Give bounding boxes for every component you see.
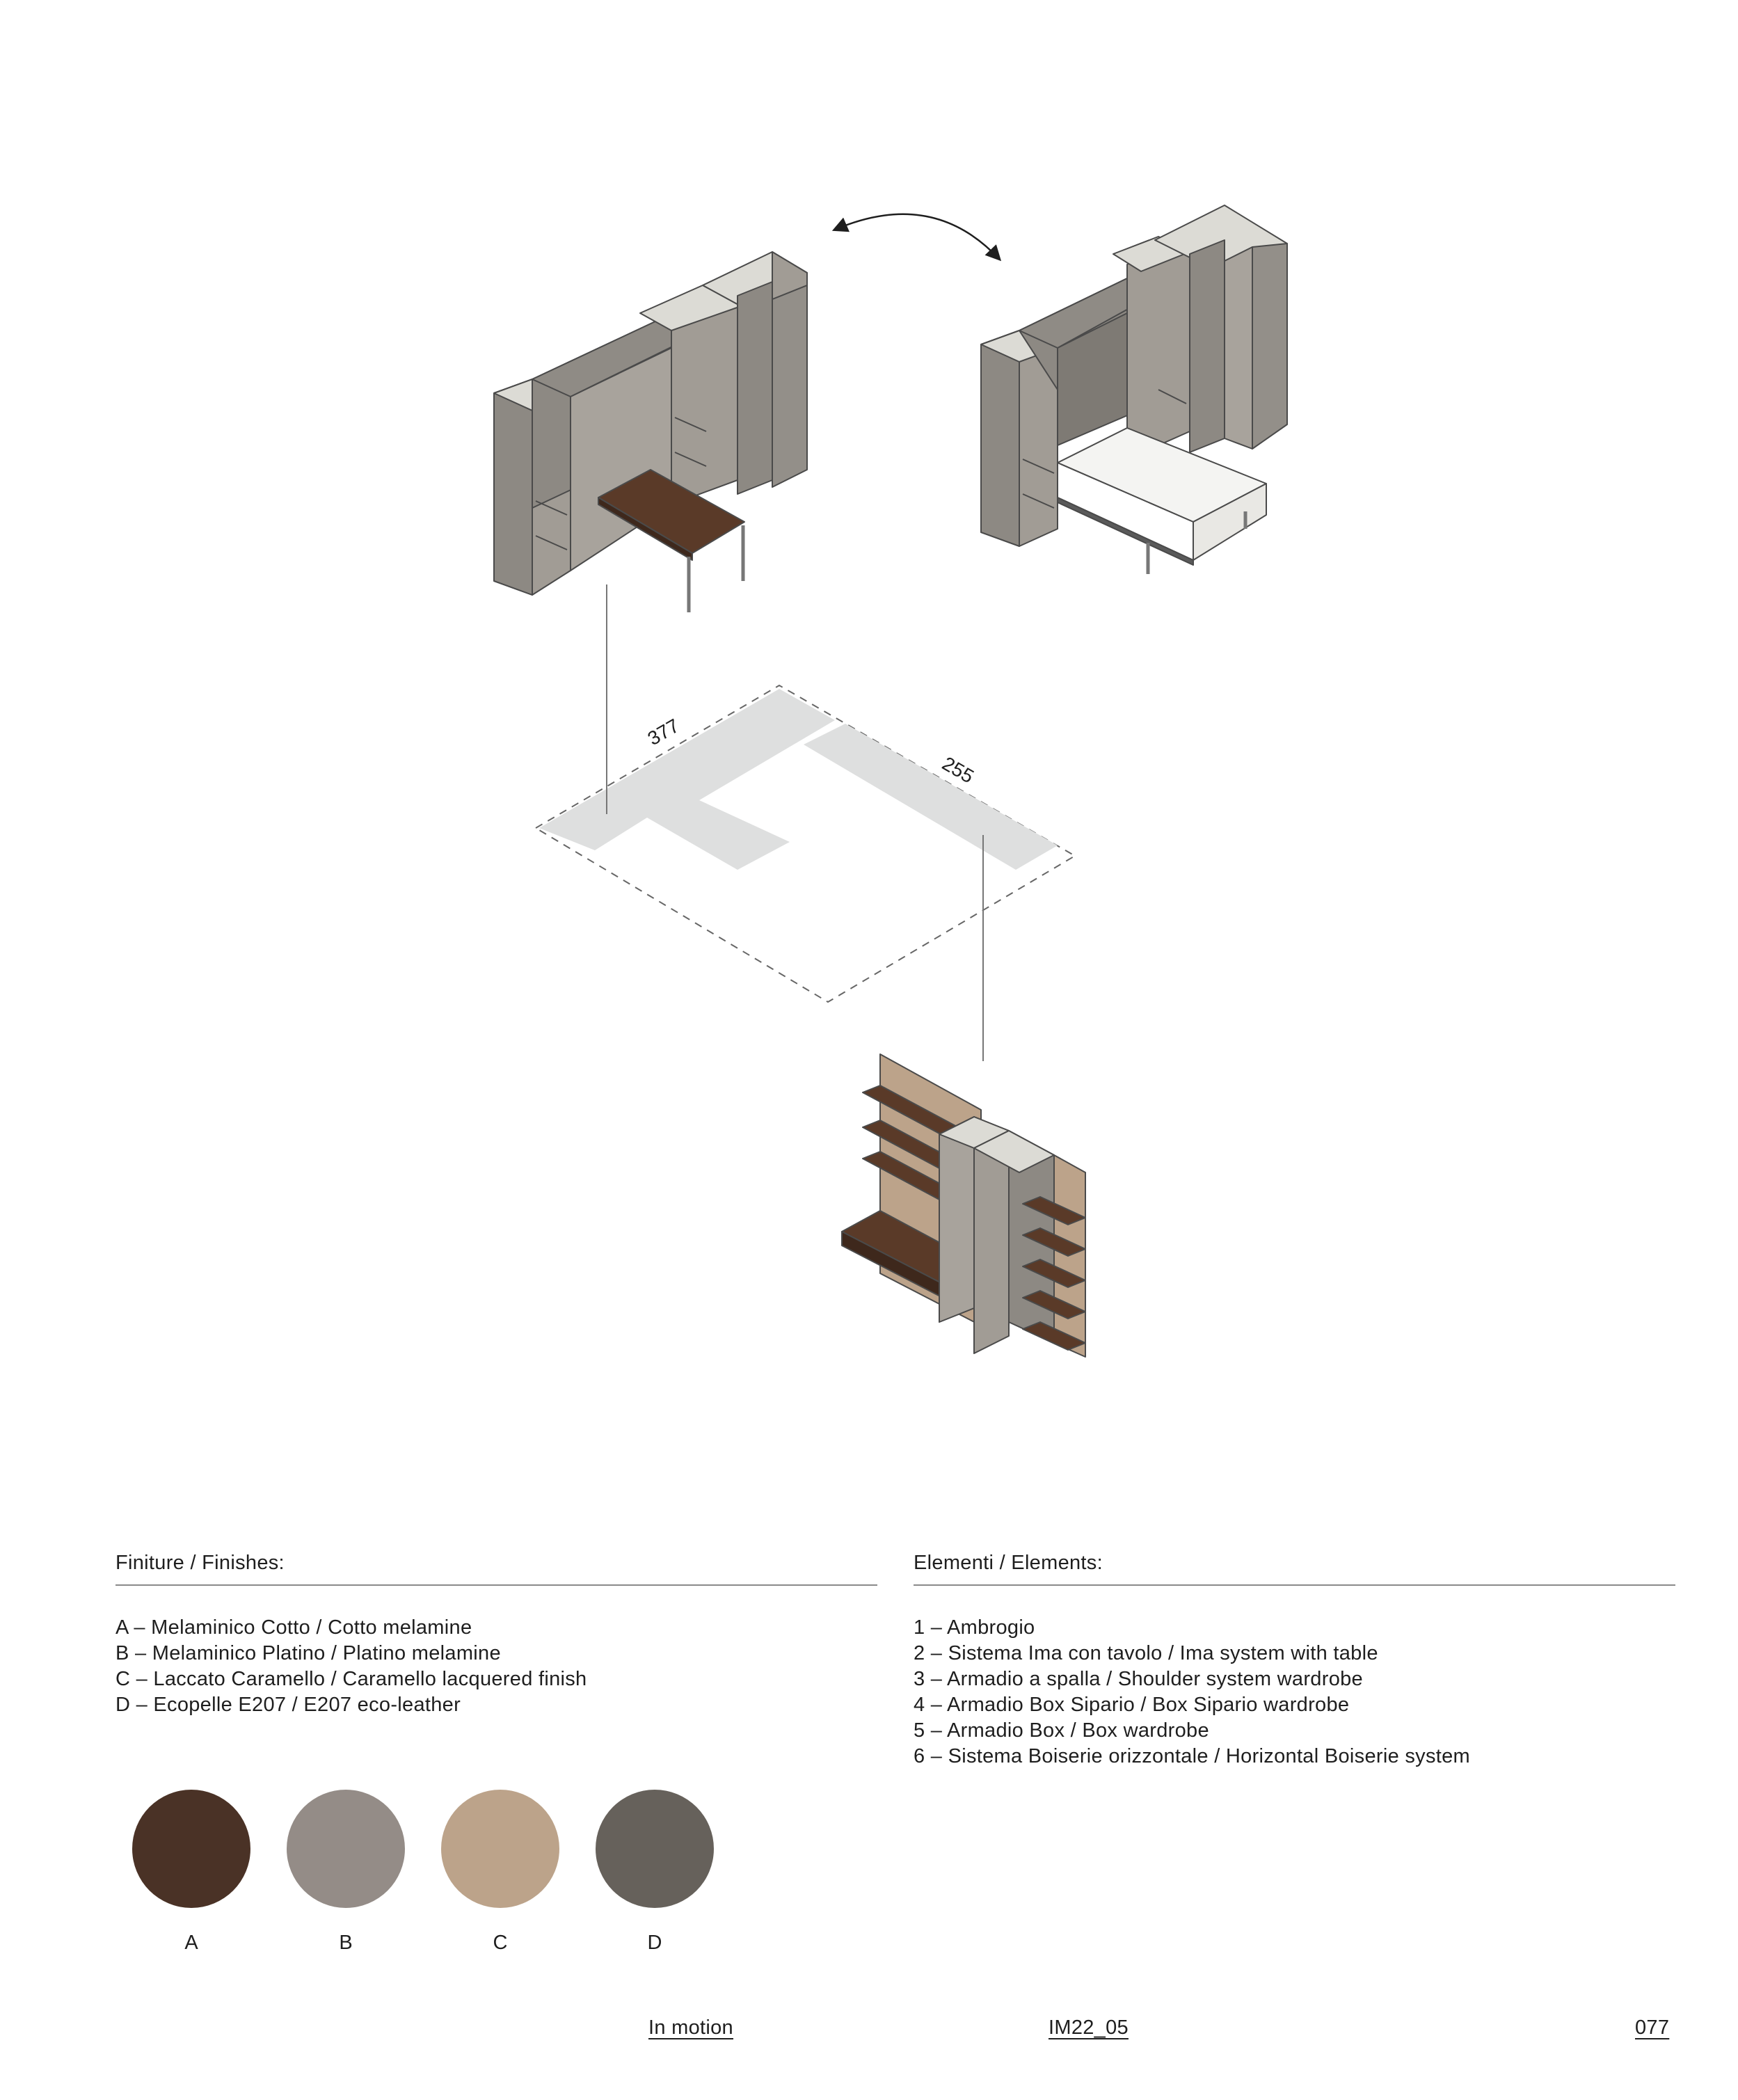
wardrobe-with-bed-illustration [981, 205, 1287, 574]
element-item: 4 – Armadio Box Sipario / Box Sipario wardrobe [914, 1694, 1350, 1716]
wardrobe-with-table-illustration [494, 252, 807, 612]
swatch-label: C [493, 1932, 508, 1954]
finish-item: C – Laccato Caramello / Caramello lacquered finish [115, 1668, 587, 1690]
finishes-title: Finiture / Finishes: [115, 1552, 877, 1586]
footer-code-link[interactable]: IM22_05 [1049, 2017, 1129, 2039]
finish-item: D – Ecopelle E207 / E207 eco-leather [115, 1694, 461, 1716]
rotate-arrow-icon [835, 214, 999, 259]
boiserie-illustration [842, 1054, 1085, 1357]
dimension-label-2: 255 [939, 752, 978, 788]
finish-swatches [132, 1790, 714, 1955]
finish-item: A – Melaminico Cotto / Cotto melamine [115, 1616, 472, 1639]
footer-collection-link[interactable]: In motion [648, 2017, 733, 2039]
swatch-label: B [339, 1932, 353, 1954]
swatch-circle [132, 1790, 250, 1908]
element-item: 3 – Armadio a spalla / Shoulder system wardrobe [914, 1668, 1363, 1690]
swatch-label: D [647, 1932, 662, 1954]
swatch-circle [287, 1790, 405, 1908]
dimension-label-1: 377 [644, 714, 683, 750]
swatch-circle [441, 1790, 559, 1908]
swatch-c [441, 1790, 559, 1955]
elements-section [914, 1552, 1675, 1769]
elements-list [914, 1615, 1675, 1769]
footer-page-number[interactable]: 077 [1635, 2017, 1670, 2039]
swatch-b [287, 1790, 405, 1955]
floor-plan [536, 584, 1075, 1061]
swatch-circle [596, 1790, 714, 1908]
finishes-list [115, 1615, 877, 1718]
element-item: 5 – Armadio Box / Box wardrobe [914, 1719, 1209, 1742]
finishes-section [115, 1552, 877, 1718]
element-item: 1 – Ambrogio [914, 1616, 1035, 1639]
swatch-d [596, 1790, 714, 1955]
swatch-label: A [184, 1932, 198, 1954]
element-item: 6 – Sistema Boiserie orizzontale / Horizontal Boiserie system [914, 1745, 1471, 1767]
element-item: 2 – Sistema Ima con tavolo / Ima system with table [914, 1642, 1378, 1664]
swatch-a [132, 1790, 250, 1955]
elements-title: Elementi / Elements: [914, 1552, 1675, 1586]
finish-item: B – Melaminico Platino / Platino melamine [115, 1642, 501, 1664]
